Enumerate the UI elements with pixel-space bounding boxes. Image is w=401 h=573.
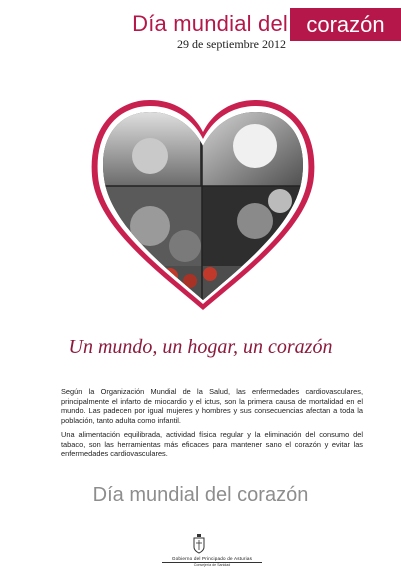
body-paragraph-1: Según la Organización Mundial de la Salud, las enfermedades cardiovasculares, principalmente el infarto de miocardio y el ictus, son la primera causa de mortalidad en el mundo. Las padecen por igual mujeres y hombres y sus consecuencias afectan a toda la población, tanto adulta como infantil. — [61, 387, 363, 425]
body-paragraph-2: Una alimentación equilibrada, actividad física regular y la eliminación del consumo del tabaco, son las herramientas más eficaces para mantener sano el corazón y evitar las enfermedades cardiovasculares. — [61, 430, 363, 459]
logo-text-line-1: Gobierno del Principado de Asturias — [162, 556, 262, 563]
title-plain-text: Día mundial del — [132, 11, 288, 36]
crest-icon — [193, 534, 205, 554]
title-boxed-text: corazón — [290, 8, 401, 41]
tagline: Un mundo, un hogar, un corazón — [68, 336, 333, 358]
heart-icon — [90, 86, 316, 314]
logo-text-line-2: Consejería de Sanidad — [193, 563, 231, 567]
footer-title: Día mundial del corazón — [92, 484, 309, 506]
government-logo — [162, 534, 262, 566]
event-date: 29 de septiembre 2012 — [177, 37, 286, 51]
heart-photo-collage — [90, 86, 316, 314]
